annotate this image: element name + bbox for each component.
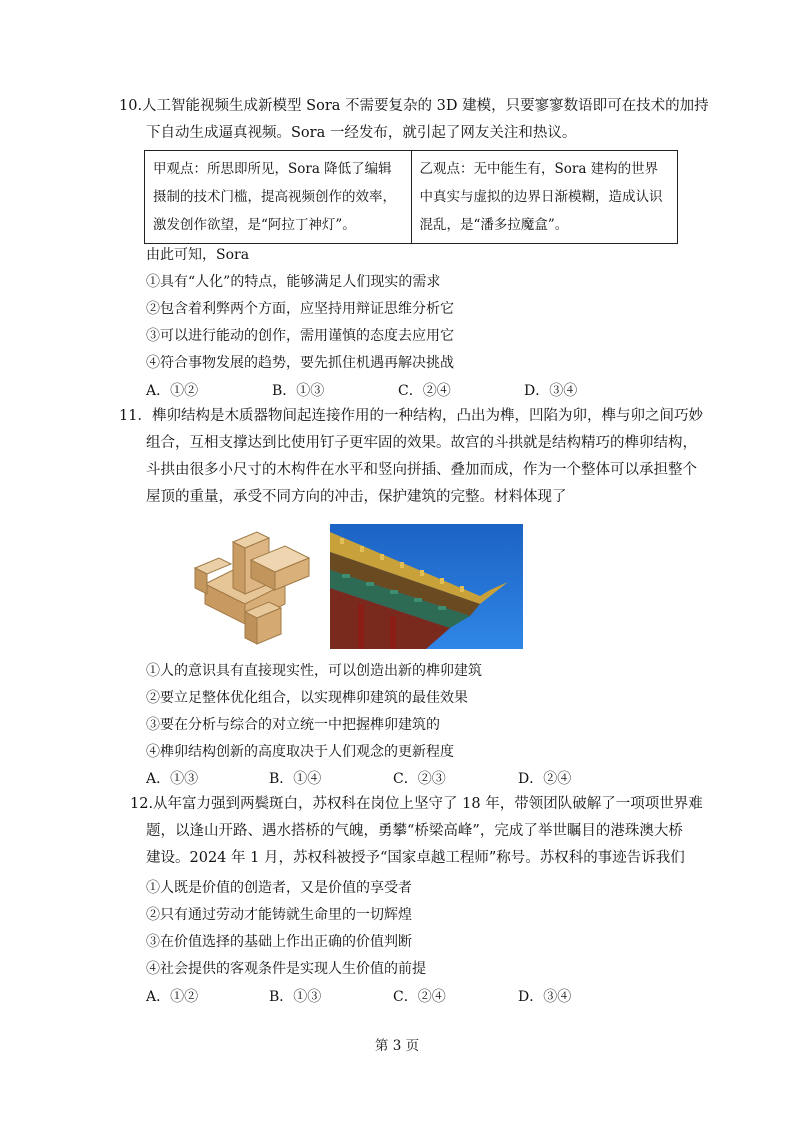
q12-stem-line3: 建设。2024 年 1 月，苏权科被授予“国家卓越工程师”称号。苏权科的事迹告诉我们 — [146, 850, 685, 866]
q10-stem-line1: 10.人工智能视频生成新模型 Sora 不需要复杂的 3D 建模，只要寥寥数语即可在技术的加持 — [119, 98, 709, 114]
q12-option-c[interactable]: C．②④ — [393, 989, 446, 1005]
q11-option-c[interactable]: C．②③ — [393, 771, 446, 787]
q10-option-d[interactable]: D．③④ — [524, 383, 578, 399]
q11-item-3: ③要在分析与综合的对立统一中把握榫卯建筑的 — [146, 717, 440, 733]
q11-item-2: ②要立足整体优化组合，以实现榫卯建筑的最佳效果 — [146, 690, 468, 706]
q11-option-a[interactable]: A．①③ — [146, 771, 199, 787]
q11-option-d[interactable]: D．②④ — [518, 771, 572, 787]
q10-option-a[interactable]: A．①② — [146, 383, 199, 399]
palace-roof-image — [330, 524, 523, 649]
viewpoint-jia: 甲观点：所思即所见，Sora 降低了编辑摄制的技术门槛，提高视频创作的效率，激发创作欲望，是“阿拉丁神灯”。 — [145, 151, 412, 244]
q12-item-4: ④社会提供的客观条件是实现人生价值的前提 — [146, 961, 426, 977]
q11-option-b[interactable]: B．①④ — [269, 771, 322, 787]
burr-puzzle-svg — [185, 524, 320, 649]
q11-stem-line4: 屋顶的重量，承受不同方向的冲击，保护建筑的完整。材料体现了 — [146, 489, 567, 505]
q12-item-1: ①人既是价值的创造者，又是价值的享受者 — [146, 880, 412, 896]
q11-item-4: ④榫卯结构创新的高度取决于人们观念的更新程度 — [146, 744, 454, 760]
q12-option-b[interactable]: B．①③ — [269, 989, 322, 1005]
q10-lead: 由此可知，Sora — [146, 247, 250, 263]
q12-stem-line1: 12.从年富力强到两鬓斑白，苏权科在岗位上坚守了 18 年，带领团队破解了一项项世界难 — [130, 796, 703, 812]
q10-item-3: ③可以进行能动的创作，需用谨慎的态度去应用它 — [146, 328, 454, 344]
q11-stem-line2: 组合，互相支撑达到比使用钉子更牢固的效果。故宫的斗拱就是结构精巧的榫卯结构， — [146, 435, 697, 451]
q10-item-4: ④符合事物发展的趋势，要先抓住机遇再解决挑战 — [146, 355, 454, 371]
q10-option-c[interactable]: C．②④ — [398, 383, 451, 399]
q12-stem-line2: 题，以逢山开路、遇水搭桥的气魄，勇攀“桥梁高峰”，完成了举世瞩目的港珠澳大桥 — [146, 823, 683, 839]
q12-option-d[interactable]: D．③④ — [518, 989, 572, 1005]
q10-item-1: ①具有“人化”的特点，能够满足人们现实的需求 — [146, 274, 441, 290]
q12-option-a[interactable]: A．①② — [146, 989, 199, 1005]
q10-stem-line2: 下自动生成逼真视频。Sora 一经发布，就引起了网友关注和热议。 — [146, 125, 577, 141]
viewpoint-yi: 乙观点：无中能生有，Sora 建构的世界中真实与虚拟的边界日渐模糊，造成认识混乱，是“潘多拉魔盒”。 — [411, 151, 678, 244]
palace-roof-svg — [330, 524, 523, 649]
q10-item-2: ②包含着利弊两个方面，应坚持用辩证思维分析它 — [146, 301, 454, 317]
q10-option-b[interactable]: B．①③ — [272, 383, 325, 399]
q11-stem-line3: 斗拱由很多小尺寸的木构件在水平和竖向拼插、叠加而成，作为一个整体可以承担整个 — [146, 462, 697, 478]
viewpoint-table — [144, 150, 678, 244]
wooden-burr-puzzle-image — [185, 524, 320, 649]
q12-item-2: ②只有通过劳动才能铸就生命里的一切辉煌 — [146, 907, 412, 923]
q11-item-1: ①人的意识具有直接现实性，可以创造出新的榫卯建筑 — [146, 663, 482, 679]
page-number: 第 3 页 — [374, 1038, 420, 1054]
q12-item-3: ③在价值选择的基础上作出正确的价值判断 — [146, 934, 412, 950]
q11-stem-line1: 11．榫卯结构是木质器物间起连接作用的一种结构，凸出为榫，凹陷为卯，榫与卯之间巧妙 — [119, 408, 703, 424]
